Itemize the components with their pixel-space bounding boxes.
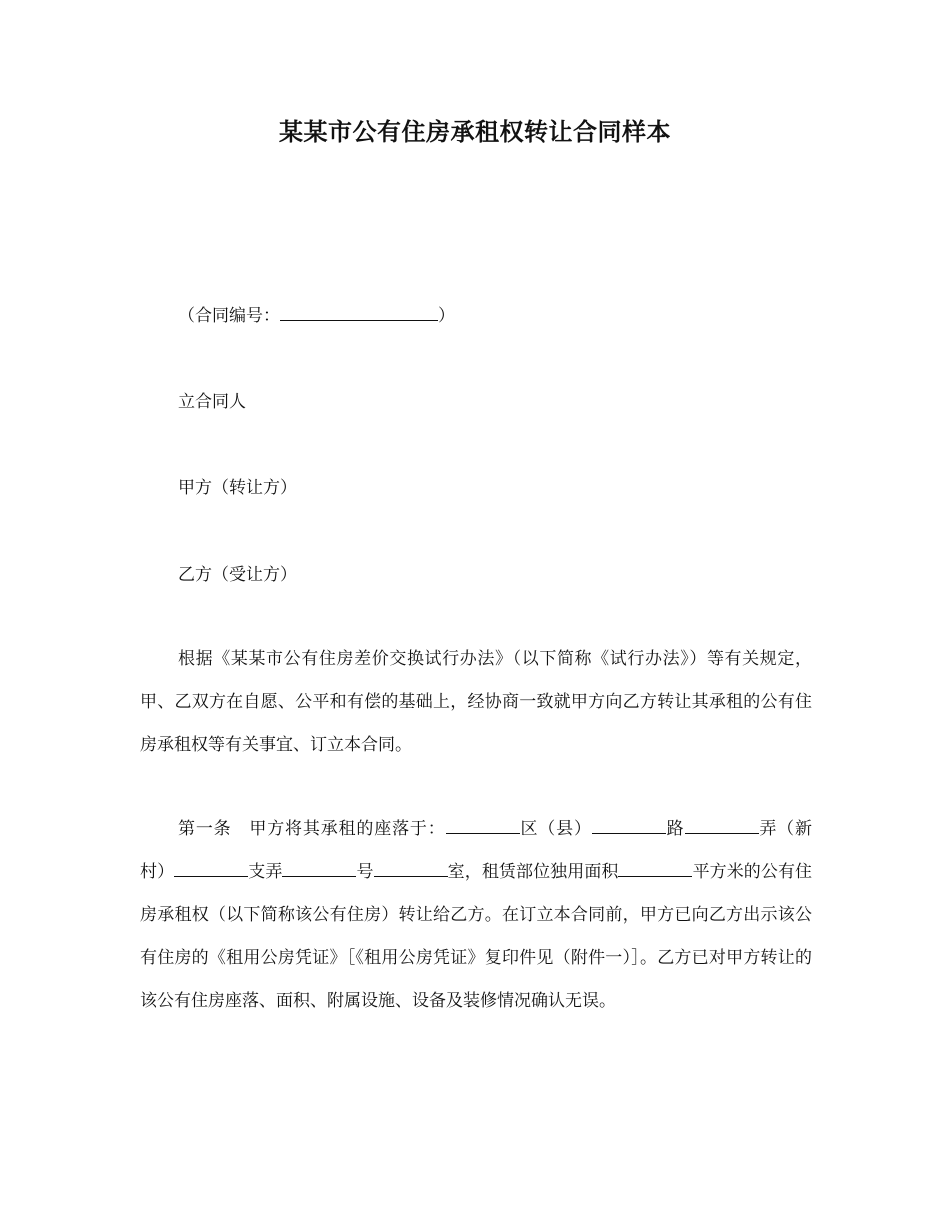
article-1-text-6: 号	[356, 862, 374, 882]
article-1-text-2: 区（县）	[519, 819, 592, 839]
contract-number-suffix: ）	[438, 306, 455, 326]
parties-heading: 立合同人	[178, 392, 246, 412]
article-1-text-7: 室，租赁部位独用面积	[447, 862, 619, 882]
room-blank[interactable]	[374, 859, 448, 877]
contract-number-blank[interactable]	[280, 303, 438, 321]
party-a-label: 甲方（转让方）	[178, 478, 297, 498]
sub-lane-blank[interactable]	[174, 859, 248, 877]
number-blank[interactable]	[282, 859, 356, 877]
contract-number-prefix: （合同编号：	[178, 306, 280, 326]
party-b-label: 乙方（受让方）	[178, 565, 297, 585]
document-title: 某某市公有住房承租权转让合同样本	[279, 118, 671, 146]
article-1-text-4: 弄（新村）	[140, 819, 813, 882]
road-blank[interactable]	[592, 816, 666, 834]
lane-blank[interactable]	[685, 816, 759, 834]
district-blank[interactable]	[446, 816, 520, 834]
area-blank[interactable]	[618, 859, 692, 877]
preamble-paragraph: 根据《某某市公有住房差价交换试行办法》（以下简称《试行办法》）等有关规定，甲、乙双方在自愿、公平和有偿的基础上，经协商一致就甲方向乙方转让其承租的公有住房承租权等有关事宜、订立本合同。	[140, 649, 812, 755]
article-1-text-3: 路	[665, 819, 685, 839]
article-1-text-8: 平方米的公有住房承租权（以下简称该公有住房）转让给乙方。在订立本合同前，甲方已向乙方出示该公有住房的《租用公房凭证》［《租用公房凭证》复印件见（附件一）］。乙方已对甲方转让的该公有住房座落、面积、附属设施、设备及装修情况确认无误。	[140, 862, 813, 1011]
article-1-text-5: 支弄	[248, 862, 283, 882]
contract-number-line	[178, 303, 455, 327]
article-1-paragraph	[140, 808, 812, 1023]
article-1-text-1: 第一条 甲方将其承租的座落于：	[178, 819, 446, 839]
